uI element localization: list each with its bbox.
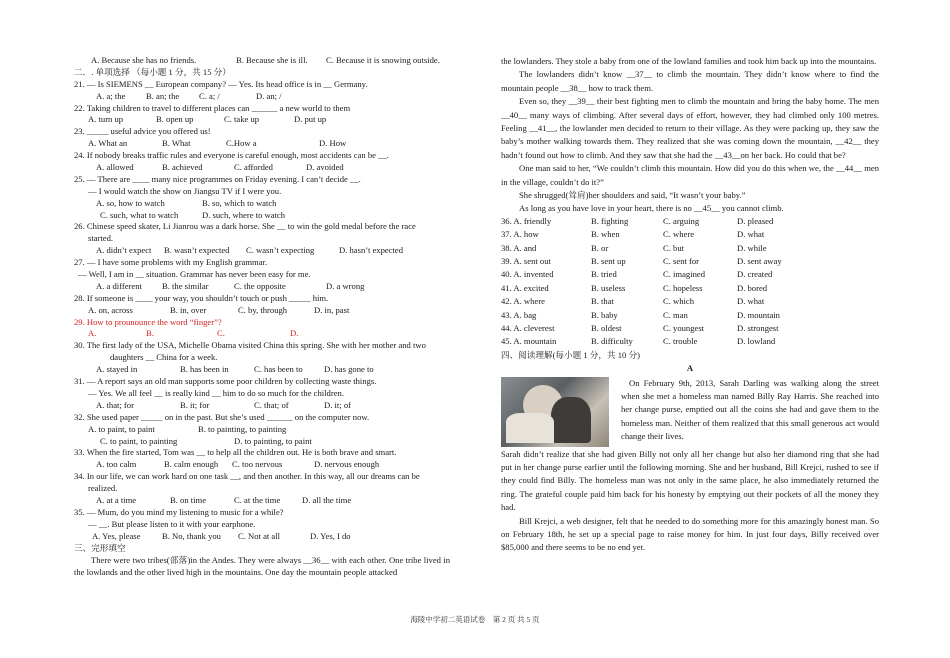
news-photo: [501, 377, 609, 447]
option: B. difficulty: [591, 336, 633, 347]
question-22: 22. Taking children to travel to different places can ______ a new world to them: [74, 102, 351, 113]
q21-options: [74, 91, 450, 103]
question-34: 34. In our life, we can work hard on one task __, and then another. In this way, all our dreams can be: [74, 471, 420, 482]
option: D. bored: [737, 282, 768, 293]
cloze-paragraph: As long as you have love in your heart, there is no __45__ you cannot climb.: [519, 203, 784, 214]
cloze-option-row: [501, 283, 879, 296]
option: A. a different: [96, 280, 142, 291]
option: C.: [217, 328, 225, 339]
reading-paragraph: Sarah didn’t realize that she had given Billy not only all her change but also her diamond ring that she had put in her change purse earlier until the following morning. She and her husband, Bill Krejci, rushed to see if they could find Billy. The homeless man was not only in the same place, he also immediately returned the ring. The grateful couple paid him back for his honesty by emptying out their pockets of all the money they had.: [501, 448, 879, 513]
option: C. youngest: [663, 322, 705, 333]
option: B. Because she is ill.: [236, 55, 308, 65]
option: C. too nervous: [232, 459, 283, 470]
option: 38. A. and: [501, 242, 537, 253]
q25-options-row2: [74, 210, 450, 222]
cloze-options: [501, 216, 879, 350]
option: 44. A. cleverest: [501, 322, 555, 333]
section-title: 二．. 单项选择 （每小题 1 分，共 15 分）: [74, 66, 231, 77]
option: D. hasn’t expected: [339, 245, 404, 256]
q32-options-row2: [74, 436, 450, 448]
option: B. that: [591, 296, 614, 307]
option: C. Not at all: [238, 530, 281, 541]
option: C. where: [663, 229, 695, 240]
option: B. wasn’t expected: [164, 245, 230, 256]
page-footer: 海陵中学初二英语试卷 第 2 页 共 5 页: [410, 615, 540, 624]
q25-options-row1: [74, 198, 450, 210]
option: B. sent up: [591, 256, 626, 267]
right-column: [501, 55, 879, 555]
option: D. to painting, to paint: [234, 435, 312, 446]
option: D. all the time: [302, 494, 352, 505]
option: B. What: [162, 138, 191, 149]
option: B. useless: [591, 282, 626, 293]
option: D. mountain: [737, 309, 780, 320]
option: C.How a: [226, 138, 257, 149]
cloze-option-row: [501, 229, 879, 242]
option: A. that; for: [96, 399, 134, 410]
q32-options-row1: [74, 424, 450, 436]
option: C. afforded: [234, 162, 273, 173]
question-35-reply: — __. But please listen to it with your earphone.: [88, 518, 256, 529]
option: B. tried: [591, 269, 617, 280]
option: D. a wrong: [326, 280, 365, 291]
cloze-paragraph: She shrugged(耸肩)her shoulders and said, “It wasn’t your baby.”: [519, 190, 746, 201]
option: B. achieved: [162, 162, 203, 173]
option: C. at the time: [234, 494, 281, 505]
question-27: 27. — I have some problems with my English grammar.: [74, 257, 268, 268]
section-title: 四、阅读理解(每小题 1 分，共 10 分): [501, 349, 640, 360]
option: B. has been in: [180, 364, 229, 375]
question-29: 29. How to prounounce the word “finger”?: [74, 316, 222, 327]
option: C. man: [663, 309, 688, 320]
option: C. such, what to watch: [100, 209, 179, 220]
question-23: 23. _____ useful advice you offered us!: [74, 126, 211, 137]
cloze-paragraph: Even so, they __39__ their best fighting men to climb the mountain and bring the baby home. The men __40__ many ways of climbing. After several days of effort, however, they had climbed only 100 metres. Feeling __41__, the lowlander men decided to return to their village. As they were packing up, they saw the baby’s mother walking towards them. They realized that she was coming down the mountain, __42__ they hadn’t found out how to climb. And they saw that she had the __43__on her back. Ho could that be?: [501, 96, 879, 160]
option: A. to paint, to paint: [88, 423, 155, 434]
option: D. strongest: [737, 322, 779, 333]
option: A. turn up: [88, 114, 124, 125]
option: B. on time: [170, 494, 207, 505]
option: C. take up: [224, 114, 260, 125]
cloze-option-row: [501, 336, 879, 349]
option: B. when: [591, 229, 620, 240]
left-column: [74, 55, 450, 579]
question-26-cont: started.: [88, 233, 114, 244]
option: B. No, thank you: [162, 530, 221, 541]
passage-label: A: [686, 363, 694, 374]
cloze-paragraph: The lowlanders didn’t know __37__ to climb the mountain. They didn’t know where to find the mountain people __38__ how to track them.: [501, 69, 879, 93]
option: 37. A. how: [501, 229, 539, 240]
option: A. Yes, please: [92, 530, 141, 541]
option: B. an; the: [146, 90, 180, 101]
option: A. stayed in: [96, 364, 138, 375]
option: A. What an: [88, 138, 128, 149]
question-32: 32. She used paper _____ on in the past. But she’s used ______ on the computer now.: [74, 411, 370, 422]
option: C. that; of: [254, 399, 289, 410]
cloze-option-row: [501, 310, 879, 323]
q20-options: [74, 55, 450, 67]
question-31: 31. — A report says an old man supports some poor children by collecting waste things.: [74, 376, 377, 387]
option: A. Because she has no friends.: [91, 55, 197, 65]
option: C. to paint, to painting: [100, 435, 178, 446]
cloze-paragraph: One man said to her, “We couldn’t climb this mountain. How did you do this when we, the __44__ men in the village, couldn’t do it?”: [501, 163, 879, 187]
option: C. imagined: [663, 269, 706, 280]
option: B. to painting, to painting: [198, 423, 287, 434]
option: B. baby: [591, 309, 618, 320]
q26-options: [74, 245, 450, 257]
option: C. a; /: [199, 90, 220, 101]
option: D. what: [737, 296, 765, 307]
question-27-reply: — Well, I am in __ situation. Grammar has never been easy for me.: [78, 269, 311, 280]
option: D. How: [319, 138, 347, 149]
option: 45. A. mountain: [501, 336, 557, 347]
option: D. nervous enough: [314, 459, 380, 470]
question-34-cont: realized.: [88, 483, 118, 494]
option: A.: [88, 328, 97, 339]
question-30-cont: daughters __ China for a week.: [110, 352, 218, 363]
question-33: 33. When the fire started, Tom was __ to help all the children out. He is both brave and smart.: [74, 447, 397, 458]
option: D. it; of: [324, 399, 351, 410]
q30-options: [74, 364, 450, 376]
option: C. the opposite: [234, 280, 286, 291]
option: D. what: [737, 229, 765, 240]
option: A. so, how to watch: [96, 197, 165, 208]
option: D. put up: [294, 114, 327, 125]
q22-options: [74, 114, 450, 126]
option: A. at a time: [96, 494, 137, 505]
option: C. has been to: [254, 364, 303, 375]
option: C. which: [663, 296, 695, 307]
option: B. fighting: [591, 215, 629, 226]
question-21: 21. — Is SIEMENS __ European company? — Yes. Its head office is in __ Germany.: [74, 78, 368, 89]
cloze-option-row: [501, 243, 879, 256]
option: 36. A. friendly: [501, 215, 552, 226]
option: C. sent for: [663, 256, 700, 267]
option: D. created: [737, 269, 773, 280]
option: D. an; /: [256, 90, 282, 101]
option: C. arguing: [663, 215, 700, 226]
option: C. Because it is snowing outside.: [326, 55, 440, 65]
question-26: 26. Chinese speed skater, Li Jianrou was a dark horse. She __ to win the gold medal before the race: [74, 221, 416, 232]
reading-paragraph: Bill Krejci, a web designer, felt that he needed to do something more for this amazingly honest man. So on February 18th, he set up a special page to raise money for him. In just four days, Billy received over $85,000 and there seems to be no end yet.: [501, 515, 879, 553]
option: A. too calm: [96, 459, 137, 470]
option: C. trouble: [663, 336, 698, 347]
option: D. avoided: [306, 162, 344, 173]
cloze-option-row: [501, 269, 879, 282]
q34-options: [74, 495, 450, 507]
q23-options: [74, 138, 450, 150]
question-35: 35. — Mum, do you mind my listening to music for a while?: [74, 506, 284, 517]
option: 41. A. excited: [501, 282, 549, 293]
q29-options: [74, 328, 450, 340]
option: A. didn’t expect: [96, 245, 152, 256]
option: D. pleased: [737, 215, 774, 226]
option: D. sent away: [737, 256, 782, 267]
option: D. has gone to: [324, 364, 374, 375]
passage-intro: [501, 377, 879, 447]
option: B. oldest: [591, 322, 622, 333]
q24-options: [74, 162, 450, 174]
option: B. calm enough: [164, 459, 219, 470]
option: C. wasn’t expecting: [246, 245, 315, 256]
option: 39. A. sent out: [501, 256, 551, 267]
option: A. allowed: [96, 162, 134, 173]
option: B. open up: [156, 114, 194, 125]
section-title: 三、完形填空: [74, 542, 126, 553]
option: B. so, which to watch: [202, 197, 277, 208]
cloze-paragraph: the lowlanders. They stole a baby from one of the lowland families and took him back up into the mountains.: [501, 56, 877, 66]
option: B. in, over: [170, 304, 207, 315]
option: C. by, through: [238, 304, 288, 315]
option: D. while: [737, 242, 767, 253]
cloze-option-row: [501, 216, 879, 229]
question-31-reply: — Yes. We all feel __ is really kind __ him to do so much for the children.: [88, 387, 344, 398]
option: 42. A. where: [501, 296, 545, 307]
option: D. in, past: [314, 304, 350, 315]
question-28: 28. If someone is ____ your way, you shouldn’t touch or push _____ him.: [74, 292, 329, 303]
question-30: 30. The first lady of the USA, Michelle Obama visited China this spring. She with her mother and two: [74, 340, 426, 351]
reading-paragraph: On February 9th, 2013, Sarah Darling was walking along the street when she met a homeless man named Billy Ray Harris. She reached into her change purse, emptied out all the coins she had and gave them to the homeless man. Neither of them realized that this small generous act would change their lives.: [621, 377, 879, 442]
option: D.: [290, 328, 299, 339]
q35-options: [74, 531, 450, 543]
q31-options: [74, 400, 450, 412]
cloze-option-row: [501, 296, 879, 309]
option: A. on, across: [88, 304, 133, 315]
q27-options: [74, 281, 450, 293]
q33-options: [74, 459, 450, 471]
option: D. such, where to watch: [202, 209, 286, 220]
question-25-reply: — I would watch the show on Jiangsu TV if I were you.: [88, 185, 282, 196]
option: C. but: [663, 242, 685, 253]
option: B. or: [591, 242, 609, 253]
question-24: 24. If nobody breaks traffic rules and everyone is careful enough, most accidents can be __.: [74, 150, 389, 161]
cloze-option-row: [501, 256, 879, 269]
option: 40. A. invented: [501, 269, 554, 280]
option: D. Yes, I do: [310, 530, 351, 541]
option: B. the similar: [162, 280, 209, 291]
cloze-option-row: [501, 323, 879, 336]
q28-options: [74, 305, 450, 317]
option: A. a; the: [96, 90, 126, 101]
option: B. it; for: [180, 399, 210, 410]
option: C. hopeless: [663, 282, 703, 293]
option: D. lowland: [737, 336, 776, 347]
cloze-paragraph: There were two tribes(部落)in the Andes. They were always __36__ with each other. One tribe lived in the lowlands and the other lived high in the mountains. One day the mountain people attacked: [74, 555, 450, 578]
option: B.: [146, 328, 154, 339]
question-25: 25. — There are ____ many nice programmes on Friday evening. I can’t decide __.: [74, 173, 361, 184]
option: 43. A. bag: [501, 309, 537, 320]
